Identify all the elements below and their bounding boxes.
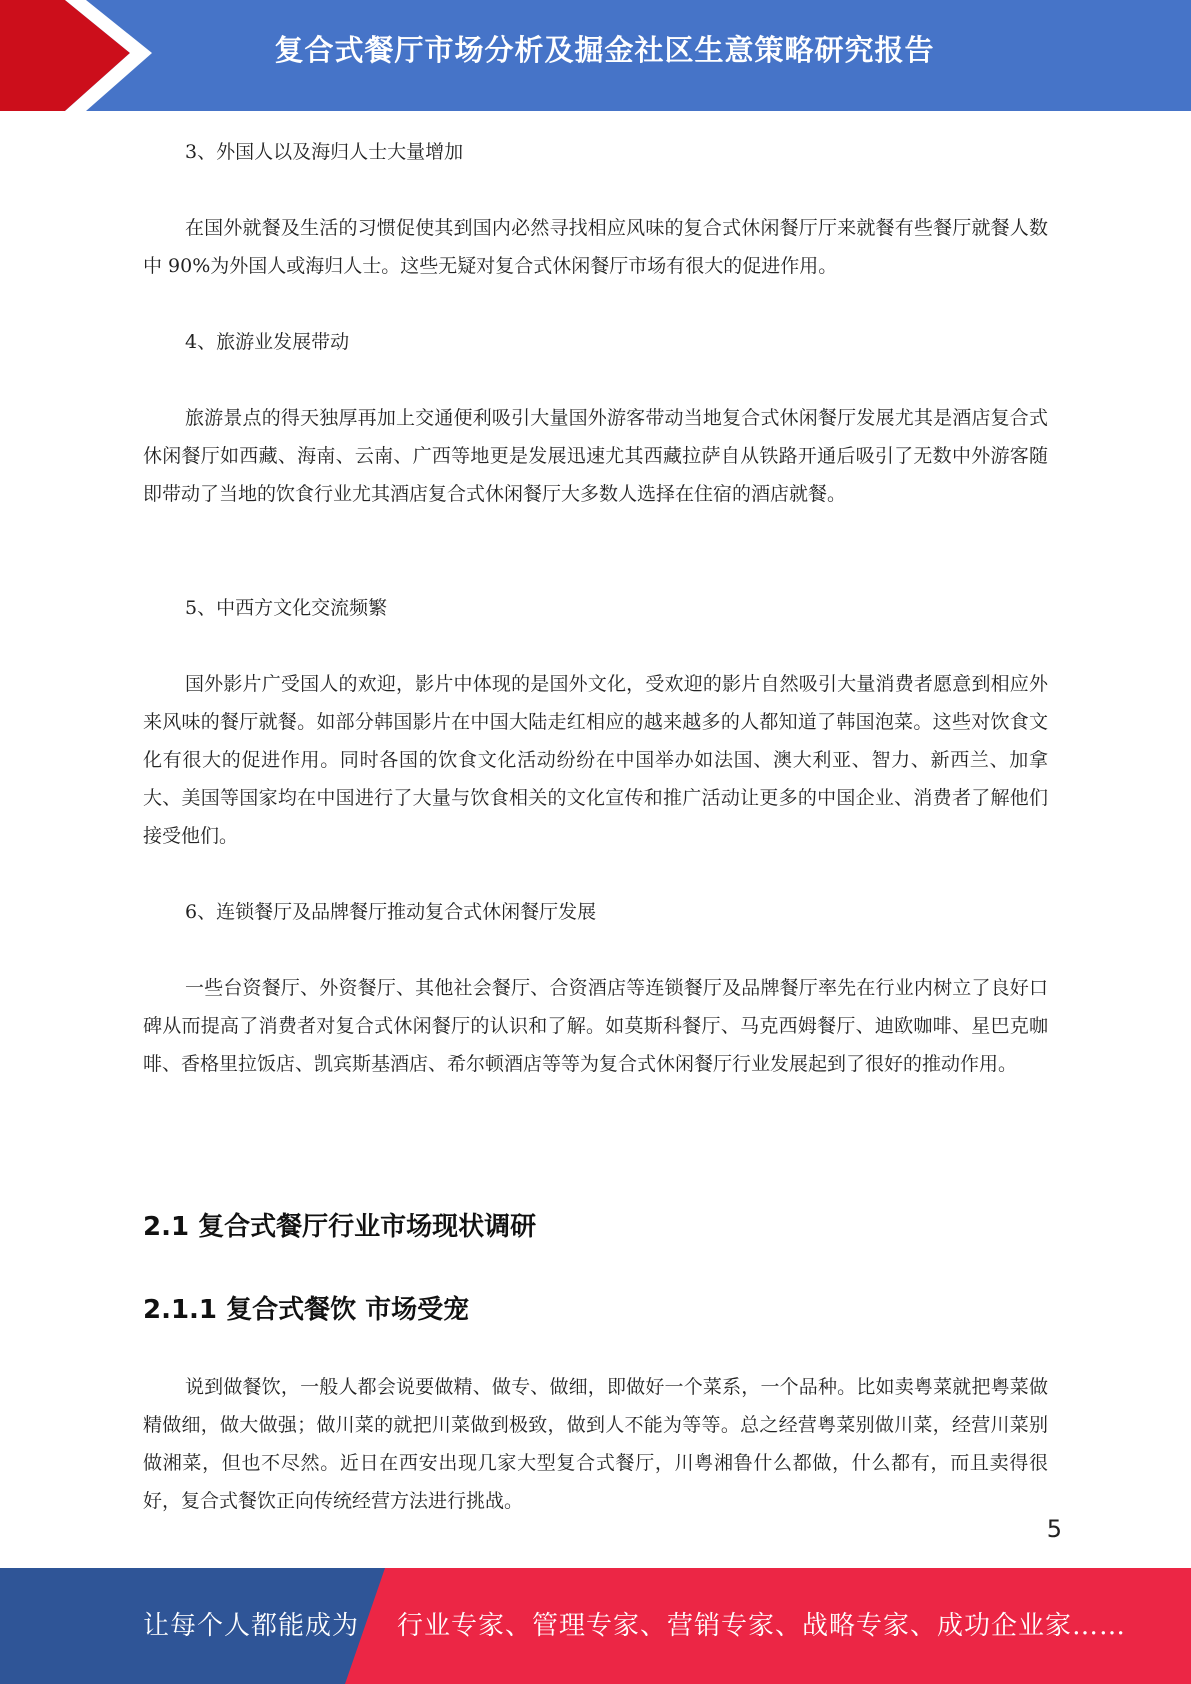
section-heading-2-1-1: 2.1.1 复合式餐饮 市场受宠	[143, 1295, 470, 1325]
paragraph-3: 在国外就餐及生活的习惯促使其到国内必然寻找相应风味的复合式休闲餐厅厅来就餐有些餐厅就餐人数中 90%为外国人或海归人士。这些无疑对复合式休闲餐厅市场有很大的促进作用。	[143, 217, 1048, 277]
subheading-3: 3、外国人以及海归人士大量增加	[185, 141, 464, 163]
paragraph-7: 说到做餐饮，一般人都会说要做精、做专、做细，即做好一个菜系，一个品种。比如卖粤菜就把粤菜做精做细，做大做强；做川菜的就把川菜做到极致，做到人不能为等等。总之经营粤菜别做川菜，经营川菜别做湘菜，但也不尽然。近日在西安出现几家大型复合式餐厅，川粤湘鲁什么都做，什么都有，而且卖得很好，复合式餐饮正向传统经营方法进行挑战。	[143, 1376, 1048, 1512]
paragraph-6: 一些台资餐厅、外资餐厅、其他社会餐厅、合资酒店等连锁餐厅及品牌餐厅率先在行业内树立了良好口碑从而提高了消费者对复合式休闲餐厅的认识和了解。如莫斯科餐厅、马克西姆餐厅、迪欧咖啡、星巴克咖啡、香格里拉饭店、凯宾斯基酒店、希尔顿酒店等等为复合式休闲餐厅行业发展起到了很好的推动作用。	[143, 977, 1048, 1075]
page-number: 5	[1046, 1515, 1062, 1543]
footer-slogan-left: 让每个人都能成为	[143, 1611, 360, 1641]
footer-slogan-right: 行业专家、管理专家、营销专家、战略专家、成功企业家……	[397, 1611, 1127, 1641]
page-header	[0, 0, 1191, 111]
report-title: 复合式餐厅市场分析及掘金社区生意策略研究报告	[274, 33, 935, 67]
paragraph-4: 旅游景点的得天独厚再加上交通便利吸引大量国外游客带动当地复合式休闲餐厅发展尤其是酒店复合式休闲餐厅如西藏、海南、云南、广西等地更是发展迅速尤其西藏拉萨自从铁路开通后吸引了无数中外游客随即带动了当地的饮食行业尤其酒店复合式休闲餐厅大多数人选择在住宿的酒店就餐。	[143, 407, 1048, 505]
page-footer	[0, 1568, 1191, 1684]
subheading-5: 5、中西方文化交流频繁	[185, 597, 388, 619]
subheading-6: 6、连锁餐厅及品牌餐厅推动复合式休闲餐厅发展	[185, 901, 597, 923]
paragraph-5: 国外影片广受国人的欢迎，影片中体现的是国外文化，受欢迎的影片自然吸引大量消费者愿意到相应外来风味的餐厅就餐。如部分韩国影片在中国大陆走红相应的越来越多的人都知道了韩国泡菜。这些对饮食文化有很大的促进作用。同时各国的饮食文化活动纷纷在中国举办如法国、澳大利亚、智力、新西兰、加拿大、美国等国家均在中国进行了大量与饮食相关的文化宣传和推广活动让更多的中国企业、消费者了解他们接受他们。	[143, 673, 1048, 847]
section-heading-2-1: 2.1 复合式餐厅行业市场现状调研	[143, 1212, 537, 1242]
subheading-4: 4、旅游业发展带动	[185, 331, 350, 353]
